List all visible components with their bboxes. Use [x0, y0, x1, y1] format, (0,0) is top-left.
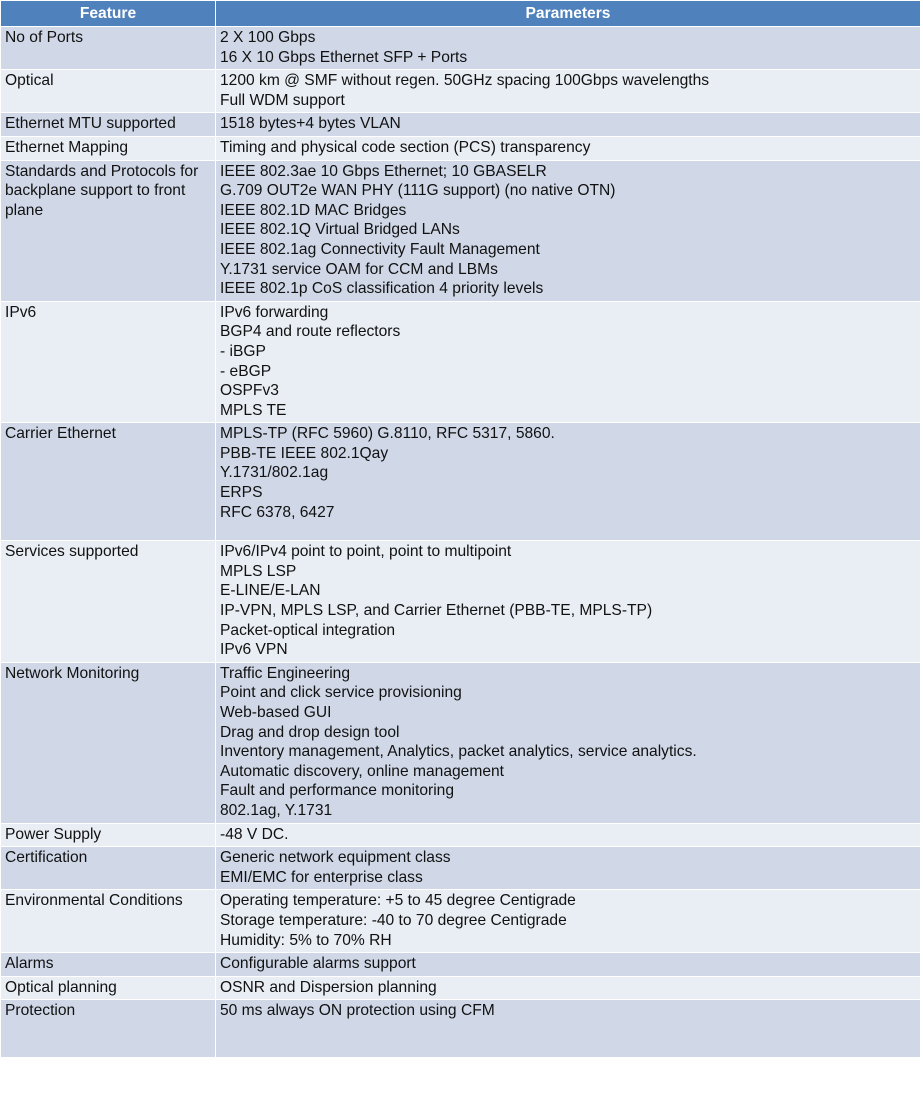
parameter-line: Full WDM support	[220, 91, 345, 109]
feature-cell: IPv6	[1, 301, 216, 423]
parameter-line: Configurable alarms support	[220, 955, 416, 973]
feature-cell: Network Monitoring	[1, 662, 216, 823]
feature-cell: Carrier Ethernet	[1, 423, 216, 541]
parameter-line: IEEE 802.1Q Virtual Bridged LANs	[220, 221, 460, 239]
parameter-line: - iBGP	[220, 342, 266, 360]
parameter-line: -48 V DC.	[220, 825, 289, 843]
parameter-line: IPv6/IPv4 point to point, point to multipoint	[220, 543, 512, 561]
parameter-line: OSNR and Dispersion planning	[220, 978, 437, 996]
parameter-line: MPLS TE	[220, 401, 287, 419]
parameter-line: IPv6 forwarding	[220, 303, 329, 321]
table-row	[1, 301, 921, 423]
parameter-line: Humidity: 5% to 70% RH	[220, 931, 392, 949]
parameter-line: PBB-TE IEEE 802.1Qay	[220, 444, 389, 462]
table-row	[1, 823, 921, 847]
parameter-line: BGP4 and route reflectors	[220, 323, 401, 341]
parameter-line: IEEE 802.1D MAC Bridges	[220, 201, 407, 219]
parameter-line: IPv6 VPN	[220, 641, 288, 659]
parameter-line: IEEE 802.1p CoS classification 4 priority levels	[220, 280, 544, 298]
parameter-line: EMI/EMC for enterprise class	[220, 868, 423, 886]
header-parameters: Parameters	[216, 1, 921, 27]
parameter-line: E-LINE/E-LAN	[220, 582, 321, 600]
feature-cell: No of Ports	[1, 27, 216, 70]
parameter-line: Operating temperature: +5 to 45 degree Centigrade	[220, 892, 576, 910]
parameter-line: Inventory management, Analytics, packet analytics, service analytics.	[220, 743, 697, 761]
table-row	[1, 976, 921, 1000]
parameter-line: 50 ms always ON protection using CFM	[220, 1002, 495, 1020]
parameters-cell	[216, 823, 921, 847]
parameter-line: OSPFv3	[220, 382, 279, 400]
table-row	[1, 1000, 921, 1058]
parameters-cell	[216, 953, 921, 977]
parameters-cell	[216, 1000, 921, 1058]
feature-cell: Alarms	[1, 953, 216, 977]
parameter-line: Fault and performance monitoring	[220, 782, 455, 800]
feature-cell: Certification	[1, 847, 216, 890]
parameter-line: Web-based GUI	[220, 704, 332, 721]
feature-cell: Services supported	[1, 541, 216, 663]
parameter-line: RFC 6378, 6427	[220, 503, 335, 521]
parameters-cell	[216, 301, 921, 423]
table-row	[1, 662, 921, 823]
table-row	[1, 160, 921, 301]
parameter-line: IEEE 802.3ae 10 Gbps Ethernet; 10 GBASELR	[220, 162, 547, 180]
parameter-line: 802.1ag, Y.1731	[220, 801, 333, 819]
parameters-cell	[216, 160, 921, 301]
parameters-cell	[216, 70, 921, 113]
parameter-line: IP-VPN, MPLS LSP, and Carrier Ethernet (PBB-TE, MPLS-TP)	[220, 602, 653, 620]
parameter-line: Y.1731/802.1ag	[220, 464, 329, 482]
feature-cell: Protection	[1, 1000, 216, 1058]
parameters-cell	[216, 847, 921, 890]
feature-cell: Environmental Conditions	[1, 890, 216, 953]
parameter-line: 2 X 100 Gbps	[220, 29, 316, 46]
parameters-cell	[216, 423, 921, 541]
parameter-line: 16 X 10 Gbps Ethernet SFP + Ports	[220, 48, 468, 66]
parameter-line: Timing and physical code section (PCS) transparency	[220, 138, 591, 156]
table-row	[1, 541, 921, 663]
parameters-cell	[216, 541, 921, 663]
table-row	[1, 70, 921, 113]
parameter-line: MPLS-TP (RFC 5960) G.8110, RFC 5317, 5860.	[220, 425, 555, 443]
parameter-line: ERPS	[220, 484, 263, 502]
table-row	[1, 953, 921, 977]
parameter-line: Storage temperature: -40 to 70 degree Centigrade	[220, 911, 567, 929]
parameter-line: - eBGP	[220, 362, 272, 380]
parameters-cell	[216, 113, 921, 137]
feature-cell: Optical	[1, 70, 216, 113]
spec-body	[1, 27, 921, 1058]
parameters-cell	[216, 890, 921, 953]
parameters-cell	[216, 27, 921, 70]
table-row	[1, 423, 921, 541]
parameter-line: 1518 bytes+4 bytes VLAN	[220, 115, 401, 133]
table-row	[1, 890, 921, 953]
parameter-line: MPLS LSP	[220, 562, 297, 580]
table-row	[1, 136, 921, 160]
parameter-line: Point and click service provisioning	[220, 684, 462, 702]
parameter-line: Drag and drop design tool	[220, 723, 400, 741]
parameter-line: Traffic Engineering	[220, 664, 351, 682]
table-row	[1, 27, 921, 70]
parameter-line: Packet-optical integration	[220, 621, 396, 639]
header-feature: Feature	[1, 1, 216, 27]
table-row	[1, 113, 921, 137]
parameters-cell	[216, 662, 921, 823]
table-row	[1, 847, 921, 890]
feature-cell: Standards and Protocols for backplane support to front plane	[1, 160, 216, 301]
parameter-line: Generic network equipment class	[220, 849, 451, 867]
parameters-cell	[216, 976, 921, 1000]
parameter-line: Y.1731 service OAM for CCM and LBMs	[220, 260, 498, 278]
parameters-cell	[216, 136, 921, 160]
feature-cell: Optical planning	[1, 976, 216, 1000]
parameter-line: 1200 km @ SMF without regen. 50GHz spacing 100Gbps wavelengths	[220, 72, 710, 90]
feature-cell: Ethernet MTU supported	[1, 113, 216, 137]
feature-cell: Ethernet Mapping	[1, 136, 216, 160]
header-row	[1, 1, 921, 27]
parameter-line: IEEE 802.1ag Connectivity Fault Management	[220, 240, 540, 258]
parameter-line: G.709 OUT2e WAN PHY (111G support) (no native OTN)	[220, 182, 616, 200]
parameter-line: Automatic discovery, online management	[220, 762, 505, 780]
feature-cell: Power Supply	[1, 823, 216, 847]
